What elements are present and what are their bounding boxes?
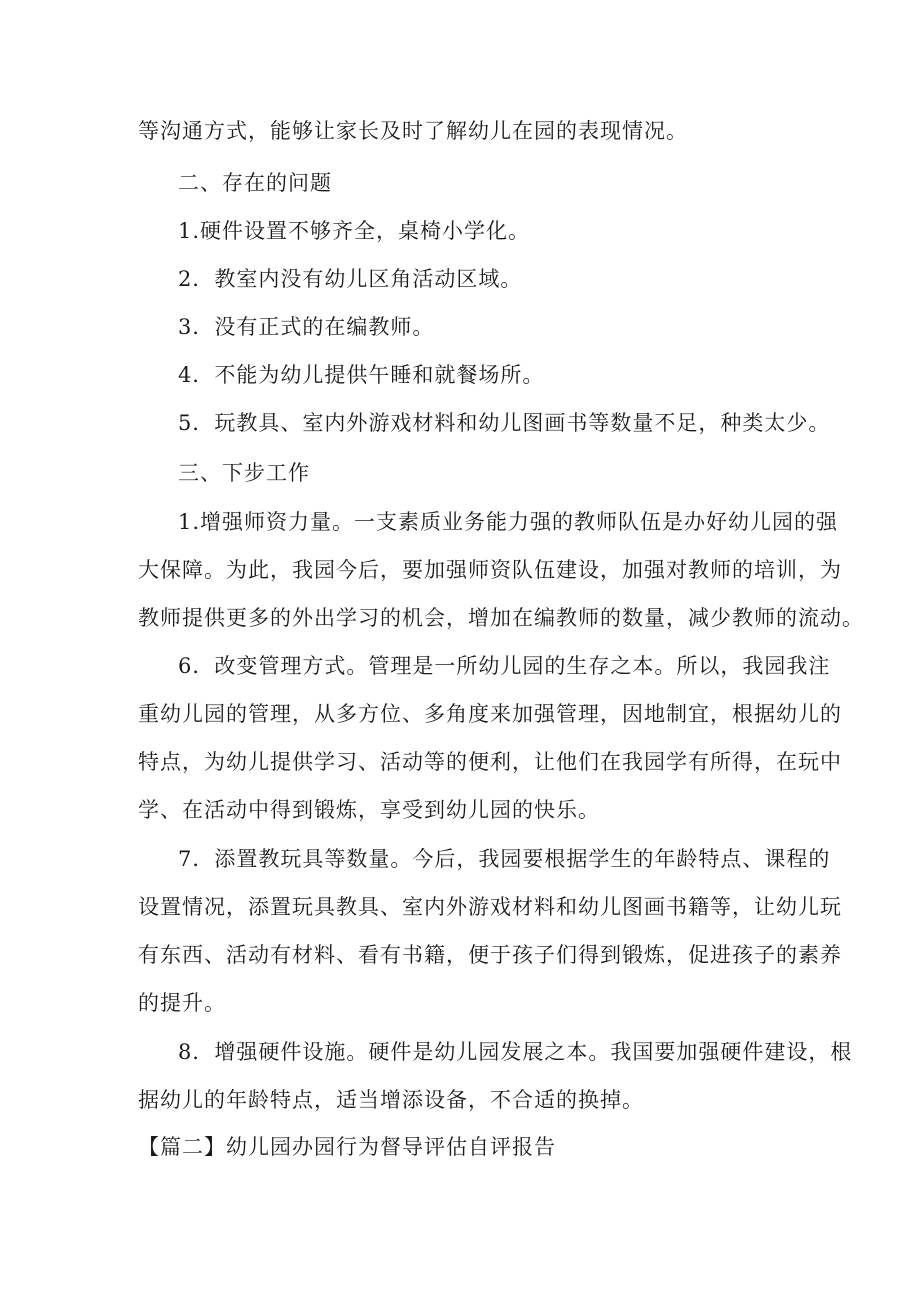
section-heading: 三、下步工作 xyxy=(178,461,310,485)
list-item: 4．不能为幼儿提供午睡和就餐场所。 xyxy=(178,363,545,387)
paragraph-line: 教师提供更多的外出学习的机会，增加在编教师的数量，减少教师的流动。 xyxy=(138,606,864,630)
paragraph-line: 6．改变管理方式。管理是一所幼儿园的生存之本。所以，我园我注 xyxy=(178,654,831,678)
paragraph-line: 设置情况，添置玩具教具、室内外游戏材料和幼儿图画书籍等，让幼儿玩 xyxy=(138,895,842,919)
paragraph-line: 学、在活动中得到锻炼，享受到幼儿园的快乐。 xyxy=(138,798,600,822)
paragraph-line: 据幼儿的年龄特点，适当增添设备，不合适的换掉。 xyxy=(138,1088,644,1112)
chapter-title: 【篇二】幼儿园办园行为督导评估自评报告 xyxy=(138,1135,556,1159)
paragraph-line: 重幼儿园的管理，从多方位、多角度来加强管理，因地制宜，根据幼儿的 xyxy=(138,702,842,726)
paragraph-line: 特点，为幼儿提供学习、活动等的便利，让他们在我园学有所得，在玩中 xyxy=(138,750,842,774)
paragraph-line: 的提升。 xyxy=(138,991,226,1015)
list-item: 2．教室内没有幼儿区角活动区域。 xyxy=(178,267,523,291)
paragraph-line: 等沟通方式，能够让家长及时了解幼儿在园的表现情况。 xyxy=(138,119,688,143)
paragraph-line: 大保障。为此，我园今后，要加强师资队伍建设，加强对教师的培训，为 xyxy=(138,558,842,582)
paragraph-line: 7．添置教玩具等数量。今后，我园要根据学生的年龄特点、课程的 xyxy=(178,847,831,871)
section-heading: 二、存在的问题 xyxy=(178,171,332,195)
paragraph-line: 有东西、活动有材料、看有书籍，便于孩子们得到锻炼，促进孩子的素养 xyxy=(138,943,842,967)
list-item: 5．玩教具、室内外游戏材料和幼儿图画书等数量不足，种类太少。 xyxy=(178,411,831,435)
list-item: 3．没有正式的在编教师。 xyxy=(178,315,435,339)
paragraph-line: 1.增强师资力量。一支素质业务能力强的教师队伍是办好幼儿园的强 xyxy=(178,510,839,534)
paragraph-line: 8．增强硬件设施。硬件是幼儿园发展之本。我国要加强硬件建设，根 xyxy=(178,1040,853,1064)
list-item: 1.硬件设置不够齐全，桌椅小学化。 xyxy=(178,219,531,243)
